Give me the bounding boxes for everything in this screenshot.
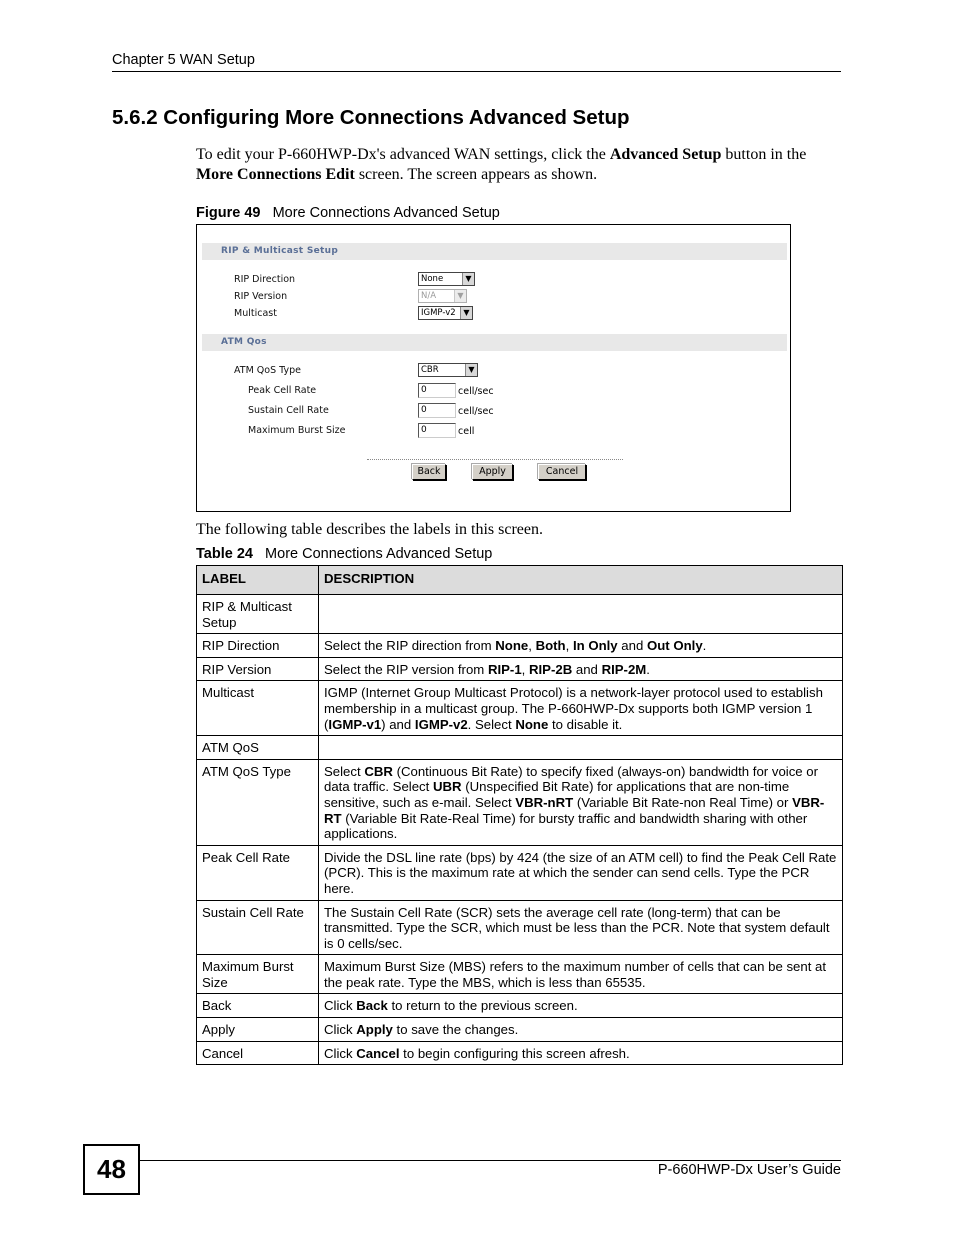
header-divider: [112, 71, 841, 72]
table-row: [197, 994, 843, 1018]
figure-caption: [196, 205, 500, 221]
row-description: [319, 595, 843, 634]
atm-qos-type-value: CBR: [421, 365, 439, 375]
row-label: Sustain Cell Rate: [197, 900, 319, 955]
peak-cell-rate-input[interactable]: 0: [418, 383, 456, 398]
description-bold-term: In Only: [572, 638, 618, 654]
table-header-row: [197, 566, 843, 595]
description-text: (Variable Bit Rate-non Real Time) or: [573, 794, 793, 810]
table-row: [197, 681, 843, 736]
chevron-down-icon: ▼: [454, 290, 466, 302]
description-text: Click: [324, 998, 357, 1014]
description-bold-term: UBR: [432, 779, 462, 795]
description-bold-term: RIP-1: [487, 661, 522, 677]
row-label: RIP Version: [197, 657, 319, 681]
description-text: to begin configuring this screen afresh.: [399, 1045, 630, 1061]
table-caption-text: More Connections Advanced Setup: [265, 546, 493, 562]
description-bold-term: VBR-RT: [324, 794, 825, 826]
atm-qos-section-header: ATM Qos: [202, 334, 787, 351]
description-text: and: [617, 638, 647, 654]
table-body: [197, 595, 843, 1065]
row-description: [319, 1018, 843, 1042]
multicast-select[interactable]: [418, 306, 473, 320]
section-title: 5.6.2 Configuring More Connections Advanced Setup: [112, 106, 630, 129]
intro-paragraph: [196, 145, 836, 185]
row-label: RIP & Multicast Setup: [197, 595, 319, 634]
row-label: ATM QoS: [197, 736, 319, 760]
description-text: Maximum Burst Size (MBS) refers to the maximum number of cells that can be sent at the peak rate. Type the MBS, which is less than 65535.: [324, 959, 827, 990]
table-row: [197, 736, 843, 760]
rip-version-value: N/A: [421, 291, 437, 301]
footer-divider: [140, 1160, 841, 1161]
rip-direction-select[interactable]: [418, 272, 475, 286]
row-description: [319, 736, 843, 760]
description-bold-term: IGMP-v1: [328, 716, 382, 732]
table-row: [197, 595, 843, 634]
row-description: [319, 955, 843, 994]
description-bold-term: RIP-2B: [528, 661, 573, 677]
row-label: RIP Direction: [197, 634, 319, 658]
guide-title: P-660HWP-Dx User’s Guide: [657, 1162, 841, 1178]
description-bold-term: None: [495, 638, 529, 654]
multicast-value: IGMP-v2: [421, 308, 456, 318]
max-burst-size-unit: cell: [458, 426, 475, 437]
description-text: Click: [324, 1045, 357, 1061]
row-description: [319, 845, 843, 900]
row-label: ATM QoS Type: [197, 759, 319, 845]
intro-text: button in the: [721, 146, 807, 163]
sustain-cell-rate-input[interactable]: 0: [418, 403, 456, 418]
table-row: [197, 634, 843, 658]
sustain-cell-rate-unit: cell/sec: [458, 406, 494, 417]
description-bold-term: None: [515, 716, 549, 732]
table-row: [197, 1018, 843, 1042]
row-description: [319, 681, 843, 736]
description-text: Divide the DSL line rate (bps) by 424 (the size of an ATM cell) to find the Peak Cell Rate (PCR). This is the maximum rate at which the sender can send cells. Type the PCR here.: [324, 849, 837, 896]
description-text: The Sustain Cell Rate (SCR) sets the average cell rate (long-term) that can be transmitted. Type the SCR, which must be less than the PCR. Note that system default is 0 cells/sec.: [324, 904, 830, 951]
atm-qos-type-label: ATM QoS Type: [234, 365, 301, 376]
cancel-button[interactable]: Cancel: [538, 464, 586, 480]
table-row: [197, 1041, 843, 1065]
row-label: Peak Cell Rate: [197, 845, 319, 900]
description-text: (Continuous Bit Rate) to specify fixed (always-on) bandwidth for voice or data traffic. Select: [324, 763, 819, 795]
description-text: to return to the previous screen.: [387, 998, 578, 1014]
description-text: ,: [565, 638, 573, 654]
row-description: [319, 994, 843, 1018]
row-description: [319, 759, 843, 845]
row-description: [319, 900, 843, 955]
description-bold-term: Both: [535, 638, 566, 654]
table-row: [197, 657, 843, 681]
description-bold-term: CBR: [364, 763, 393, 779]
description-text: Select the RIP version from: [324, 661, 488, 677]
description-bold-term: IGMP-v2: [414, 716, 468, 732]
intro-bold-more-connections-edit: More Connections Edit: [196, 166, 355, 183]
description-text: Click: [324, 1022, 357, 1038]
description-text: (Variable Bit Rate-Real Time) for bursty traffic and bandwidth sharing with other applications.: [324, 810, 808, 842]
row-label: Maximum Burst Size: [197, 955, 319, 994]
figure-caption-text: More Connections Advanced Setup: [272, 205, 500, 221]
description-bold-term: Apply: [356, 1022, 393, 1038]
header-label: LABEL: [197, 566, 319, 595]
rip-direction-value: None: [421, 274, 444, 284]
chevron-down-icon: ▼: [465, 364, 477, 376]
description-bold-term: RIP-2M: [601, 661, 647, 677]
description-text: to disable it.: [548, 716, 623, 732]
description-bold-term: Cancel: [356, 1045, 400, 1061]
figure-screenshot: [196, 224, 791, 512]
description-text: Select the RIP direction from: [324, 638, 496, 654]
page-number: 48: [83, 1144, 140, 1195]
chevron-down-icon: ▼: [460, 307, 472, 319]
description-text: to save the changes.: [392, 1022, 519, 1038]
button-divider: [367, 459, 623, 460]
intro-text: To edit your P-660HWP-Dx's advanced WAN settings, click the: [196, 146, 610, 163]
sustain-cell-rate-label: Sustain Cell Rate: [248, 405, 329, 416]
rip-version-select[interactable]: [418, 289, 467, 303]
peak-cell-rate-unit: cell/sec: [458, 386, 494, 397]
multicast-label: Multicast: [234, 308, 277, 319]
description-text: Select: [324, 763, 365, 779]
table-intro: The following table describes the labels in this screen.: [196, 521, 544, 538]
peak-cell-rate-label: Peak Cell Rate: [248, 385, 317, 396]
apply-button[interactable]: Apply: [472, 464, 513, 480]
description-text: . Select: [467, 716, 516, 732]
rip-version-label: RIP Version: [234, 291, 288, 302]
intro-text: screen. The screen appears as shown.: [354, 166, 598, 183]
row-description: [319, 634, 843, 658]
description-text: IGMP (Internet Group Multicast Protocol) is a network-layer protocol used to establish membership in a multicast group. The P-660HWP-Dx supports both IGMP version 1 (: [324, 685, 823, 732]
description-bold-term: Out Only: [646, 638, 703, 654]
table-caption: [196, 546, 492, 562]
table-row: [197, 955, 843, 994]
description-text: and: [572, 661, 602, 677]
max-burst-size-input[interactable]: 0: [418, 423, 456, 438]
table-label: Table 24: [196, 546, 253, 562]
description-bold-term: VBR-nRT: [515, 794, 574, 810]
description-text: .: [702, 638, 707, 654]
rip-multicast-section-header: RIP & Multicast Setup: [202, 243, 787, 260]
row-label: Cancel: [197, 1041, 319, 1065]
chapter-header: Chapter 5 WAN Setup: [112, 52, 255, 68]
rip-direction-label: RIP Direction: [234, 274, 296, 285]
figure-label: Figure 49: [196, 205, 261, 221]
description-table: [196, 565, 843, 1065]
description-bold-term: Back: [356, 998, 388, 1014]
row-label: Back: [197, 994, 319, 1018]
table-row: [197, 759, 843, 845]
table-row: [197, 900, 843, 955]
intro-bold-advanced-setup: Advanced Setup: [609, 146, 722, 163]
description-text: (Unspecified Bit Rate) for applications that are non-time sensitive, such as e-mail. Select: [324, 779, 790, 810]
max-burst-size-label: Maximum Burst Size: [248, 425, 346, 436]
description-text: ,: [521, 661, 529, 677]
chevron-down-icon: ▼: [462, 273, 474, 285]
row-label: Multicast: [197, 681, 319, 736]
description-text: ,: [528, 638, 536, 654]
atm-qos-type-select[interactable]: [418, 363, 478, 377]
description-text: ) and: [381, 716, 415, 732]
table-row: [197, 845, 843, 900]
header-description: DESCRIPTION: [319, 566, 843, 595]
back-button[interactable]: Back: [412, 464, 446, 480]
row-label: Apply: [197, 1018, 319, 1042]
row-description: [319, 1041, 843, 1065]
row-description: [319, 657, 843, 681]
description-text: .: [646, 661, 650, 677]
